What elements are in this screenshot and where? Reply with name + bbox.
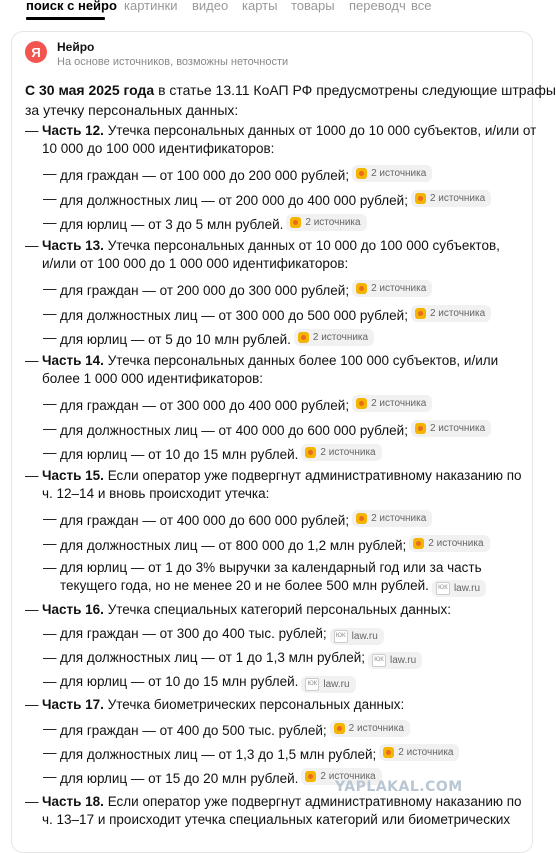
source-icon xyxy=(356,283,367,294)
tab-maps[interactable]: карты xyxy=(242,0,278,13)
source-chip[interactable]: 2 источника xyxy=(379,744,459,761)
brand-name: Нейро xyxy=(57,40,95,54)
source-chip[interactable]: 2 источника xyxy=(352,510,432,527)
source-chip[interactable]: 2 источника xyxy=(330,720,410,737)
source-chip[interactable]: 2 источника xyxy=(294,329,374,346)
tab-translate[interactable]: переводч xyxy=(349,0,406,13)
section-text-line2: и/или от 100 000 до 1 000 000 идентификаторов: xyxy=(42,256,349,271)
tab-neuro[interactable]: поиск с нейро xyxy=(26,0,117,13)
tab-video[interactable]: видео xyxy=(192,0,229,13)
section-text-line2: 10 000 до 100 000 идентификаторов: xyxy=(42,141,275,156)
section-title: Часть 16. xyxy=(42,602,104,617)
law-source-icon: ЮК xyxy=(436,582,450,595)
source-chip[interactable]: 2 источника xyxy=(286,214,366,231)
section-text-line2: более 1 000 000 идентификаторов: xyxy=(42,371,264,386)
source-chip[interactable]: 2 источника xyxy=(352,280,432,297)
tab-images[interactable]: картинки xyxy=(124,0,178,13)
section-title: Часть 18. xyxy=(42,794,104,809)
source-chip[interactable]: 2 источника xyxy=(409,535,489,552)
source-chip[interactable]: 2 источника xyxy=(301,444,381,461)
source-icon xyxy=(356,398,367,409)
law-source-icon: ЮК xyxy=(334,630,348,643)
intro-text-line2: за утечку персональных данных: xyxy=(25,102,239,118)
source-chip[interactable]: 2 источника xyxy=(411,420,491,437)
section-title: Часть 14. xyxy=(42,353,104,368)
source-chip[interactable]: ЮК law.ru xyxy=(330,628,384,645)
section-text: Утечка специальных категорий персональных данных: xyxy=(103,602,451,617)
section-text: Если оператор уже подвергнут административному наказанию по xyxy=(103,468,522,483)
source-icon xyxy=(305,447,316,458)
source-chip[interactable]: ЮК law.ru xyxy=(368,652,422,669)
source-chip[interactable]: 2 источника xyxy=(411,305,491,322)
source-chip[interactable]: 2 источника xyxy=(352,165,432,182)
section-text: Утечка биометрических персональных данных: xyxy=(103,697,405,712)
source-chip[interactable]: ЮК law.ru xyxy=(301,676,355,693)
source-icon xyxy=(383,747,394,758)
law-source-icon: ЮК xyxy=(372,654,386,667)
source-icon xyxy=(356,513,367,524)
section-title: Часть 15. xyxy=(42,468,104,483)
answer-header xyxy=(25,39,505,69)
section-text: Утечка персональных данных от 10 000 до 100 000 субъектов, xyxy=(103,238,500,253)
neuro-logo-icon: Я xyxy=(25,41,47,63)
source-icon xyxy=(305,771,316,782)
source-icon xyxy=(413,538,424,549)
answer-intro xyxy=(25,80,556,120)
source-icon xyxy=(415,423,426,434)
section-text: Если оператор уже подвергнут административному наказанию по xyxy=(103,794,522,809)
section-text: Утечка персональных данных более 100 000 субъектов, и/или xyxy=(103,353,499,368)
disclaimer: На основе источников, возможны неточности xyxy=(57,56,289,68)
tab-all[interactable]: все xyxy=(411,0,432,13)
law-source-icon: ЮК xyxy=(305,678,319,691)
section-title: Часть 13. xyxy=(42,238,104,253)
source-chip[interactable]: 2 источника xyxy=(352,395,432,412)
source-icon xyxy=(415,193,426,204)
section-text-line2: ч. 12–14 и вновь происходит утечка: xyxy=(42,486,270,501)
section-text: Утечка персональных данных от 1000 до 10 000 субъектов, и/или от xyxy=(103,123,537,138)
search-tabs xyxy=(0,0,500,26)
source-chip[interactable]: 2 источника xyxy=(301,768,381,785)
intro-text: в статье 13.11 КоАП РФ предусмотрены следующие штрафы xyxy=(154,82,556,98)
section-title: Часть 12. xyxy=(42,123,104,138)
source-icon xyxy=(356,168,367,179)
source-icon xyxy=(290,217,301,228)
source-icon xyxy=(334,723,345,734)
site-watermark: YAPLAKAL.COM xyxy=(335,779,463,795)
tab-products[interactable]: товары xyxy=(291,0,335,13)
intro-date: С 30 мая 2025 года xyxy=(25,82,155,98)
source-chip[interactable]: 2 источника xyxy=(411,190,491,207)
active-tab-indicator xyxy=(26,17,105,20)
source-icon xyxy=(298,332,309,343)
source-icon xyxy=(415,308,426,319)
source-chip[interactable]: ЮК law.ru xyxy=(432,580,486,597)
section-text-line2: ч. 13–17 и происходит утечка специальных категорий или биометрических xyxy=(42,812,511,827)
section-title: Часть 17. xyxy=(42,697,104,712)
